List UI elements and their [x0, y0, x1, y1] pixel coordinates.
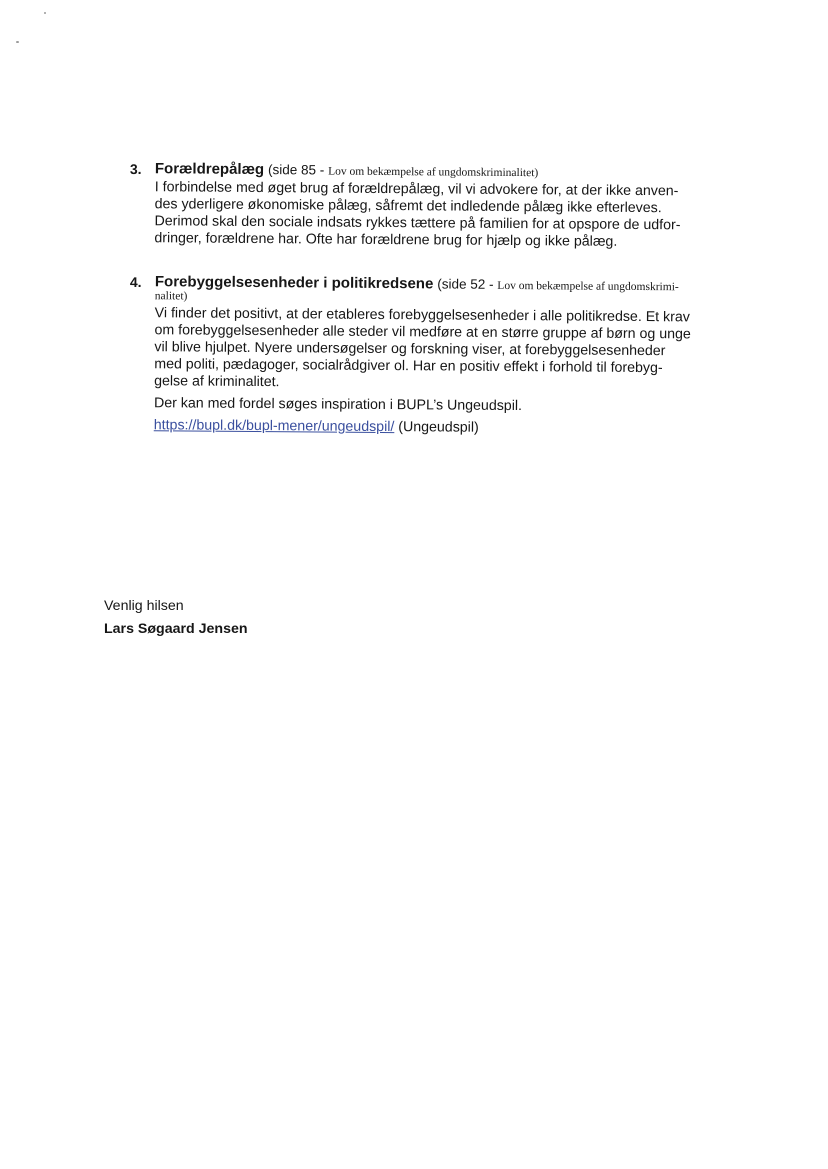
section-4: [129, 273, 730, 439]
body-line: Vi finder det positivt, at der etableres forebyggelsesenheder i alle politikredse. Et krav: [154, 305, 690, 326]
section-4-title: Forebyggelsesenheder i politikredsene: [154, 273, 434, 293]
inspiration-text: Der kan med fordel søges inspiration i BUPL’s Ungeudspil.: [153, 395, 523, 415]
body-line: Derimod skal den sociale indsats rykkes tættere på familien for at opspore de udfor-: [154, 213, 681, 234]
section-4-body: [154, 305, 730, 395]
section-3-body: [154, 179, 730, 252]
body-line: gelse af kriminalitet.: [154, 373, 280, 391]
link-suffix: (Ungeudspil): [394, 419, 479, 436]
body-line: dringer, forældrene har. Ofte har forældrene brug for hjælp og ikke pålæg.: [154, 230, 618, 250]
scan-speck: [44, 12, 46, 14]
body-line: med politi, pædagoger, socialrådgiver ol. Har en positiv effekt i forhold til forebyg-: [154, 356, 663, 377]
ungeudspil-link[interactable]: https://bupl.dk/bupl-mener/ungeudspil/: [153, 417, 395, 436]
section-4-law-ref: Lov om bekæmpelse af ungdomskrimi-: [497, 279, 679, 294]
body-line: des yderligere økonomiske pålæg, såfremt det indledende pålæg ikke efterleves.: [154, 196, 662, 217]
section-3-title: Forældrepålæg: [154, 160, 265, 179]
section-3: [129, 160, 730, 252]
body-line: om forebyggelsesenheder alle steder vil medføre at en større gruppe af børn og unge: [154, 322, 691, 343]
greeting: Venlig hilsen: [104, 598, 184, 614]
section-4-number: 4.: [129, 273, 142, 291]
section-3-page-ref: (side 85 -: [268, 162, 329, 178]
section-4-law-ref-continued: nalitet): [154, 290, 188, 303]
body-line: I forbindelse med øget brug af forældrepålæg, vil vi advokere for, at der ikke anven-: [154, 179, 679, 200]
signature: Lars Søgaard Jensen: [104, 621, 248, 637]
closing-block: [104, 595, 248, 641]
scan-speck: [16, 41, 19, 43]
section-3-number: 3.: [129, 160, 142, 178]
body-line: vil blive hjulpet. Nyere undersøgelser og forskning viser, at forebyggelsesenheder: [154, 339, 666, 360]
link-line: [154, 417, 729, 439]
section-3-law-ref: Lov om bekæmpelse af ungdomskriminalitet): [328, 165, 539, 180]
section-4-page-ref: (side 52 -: [437, 276, 498, 292]
